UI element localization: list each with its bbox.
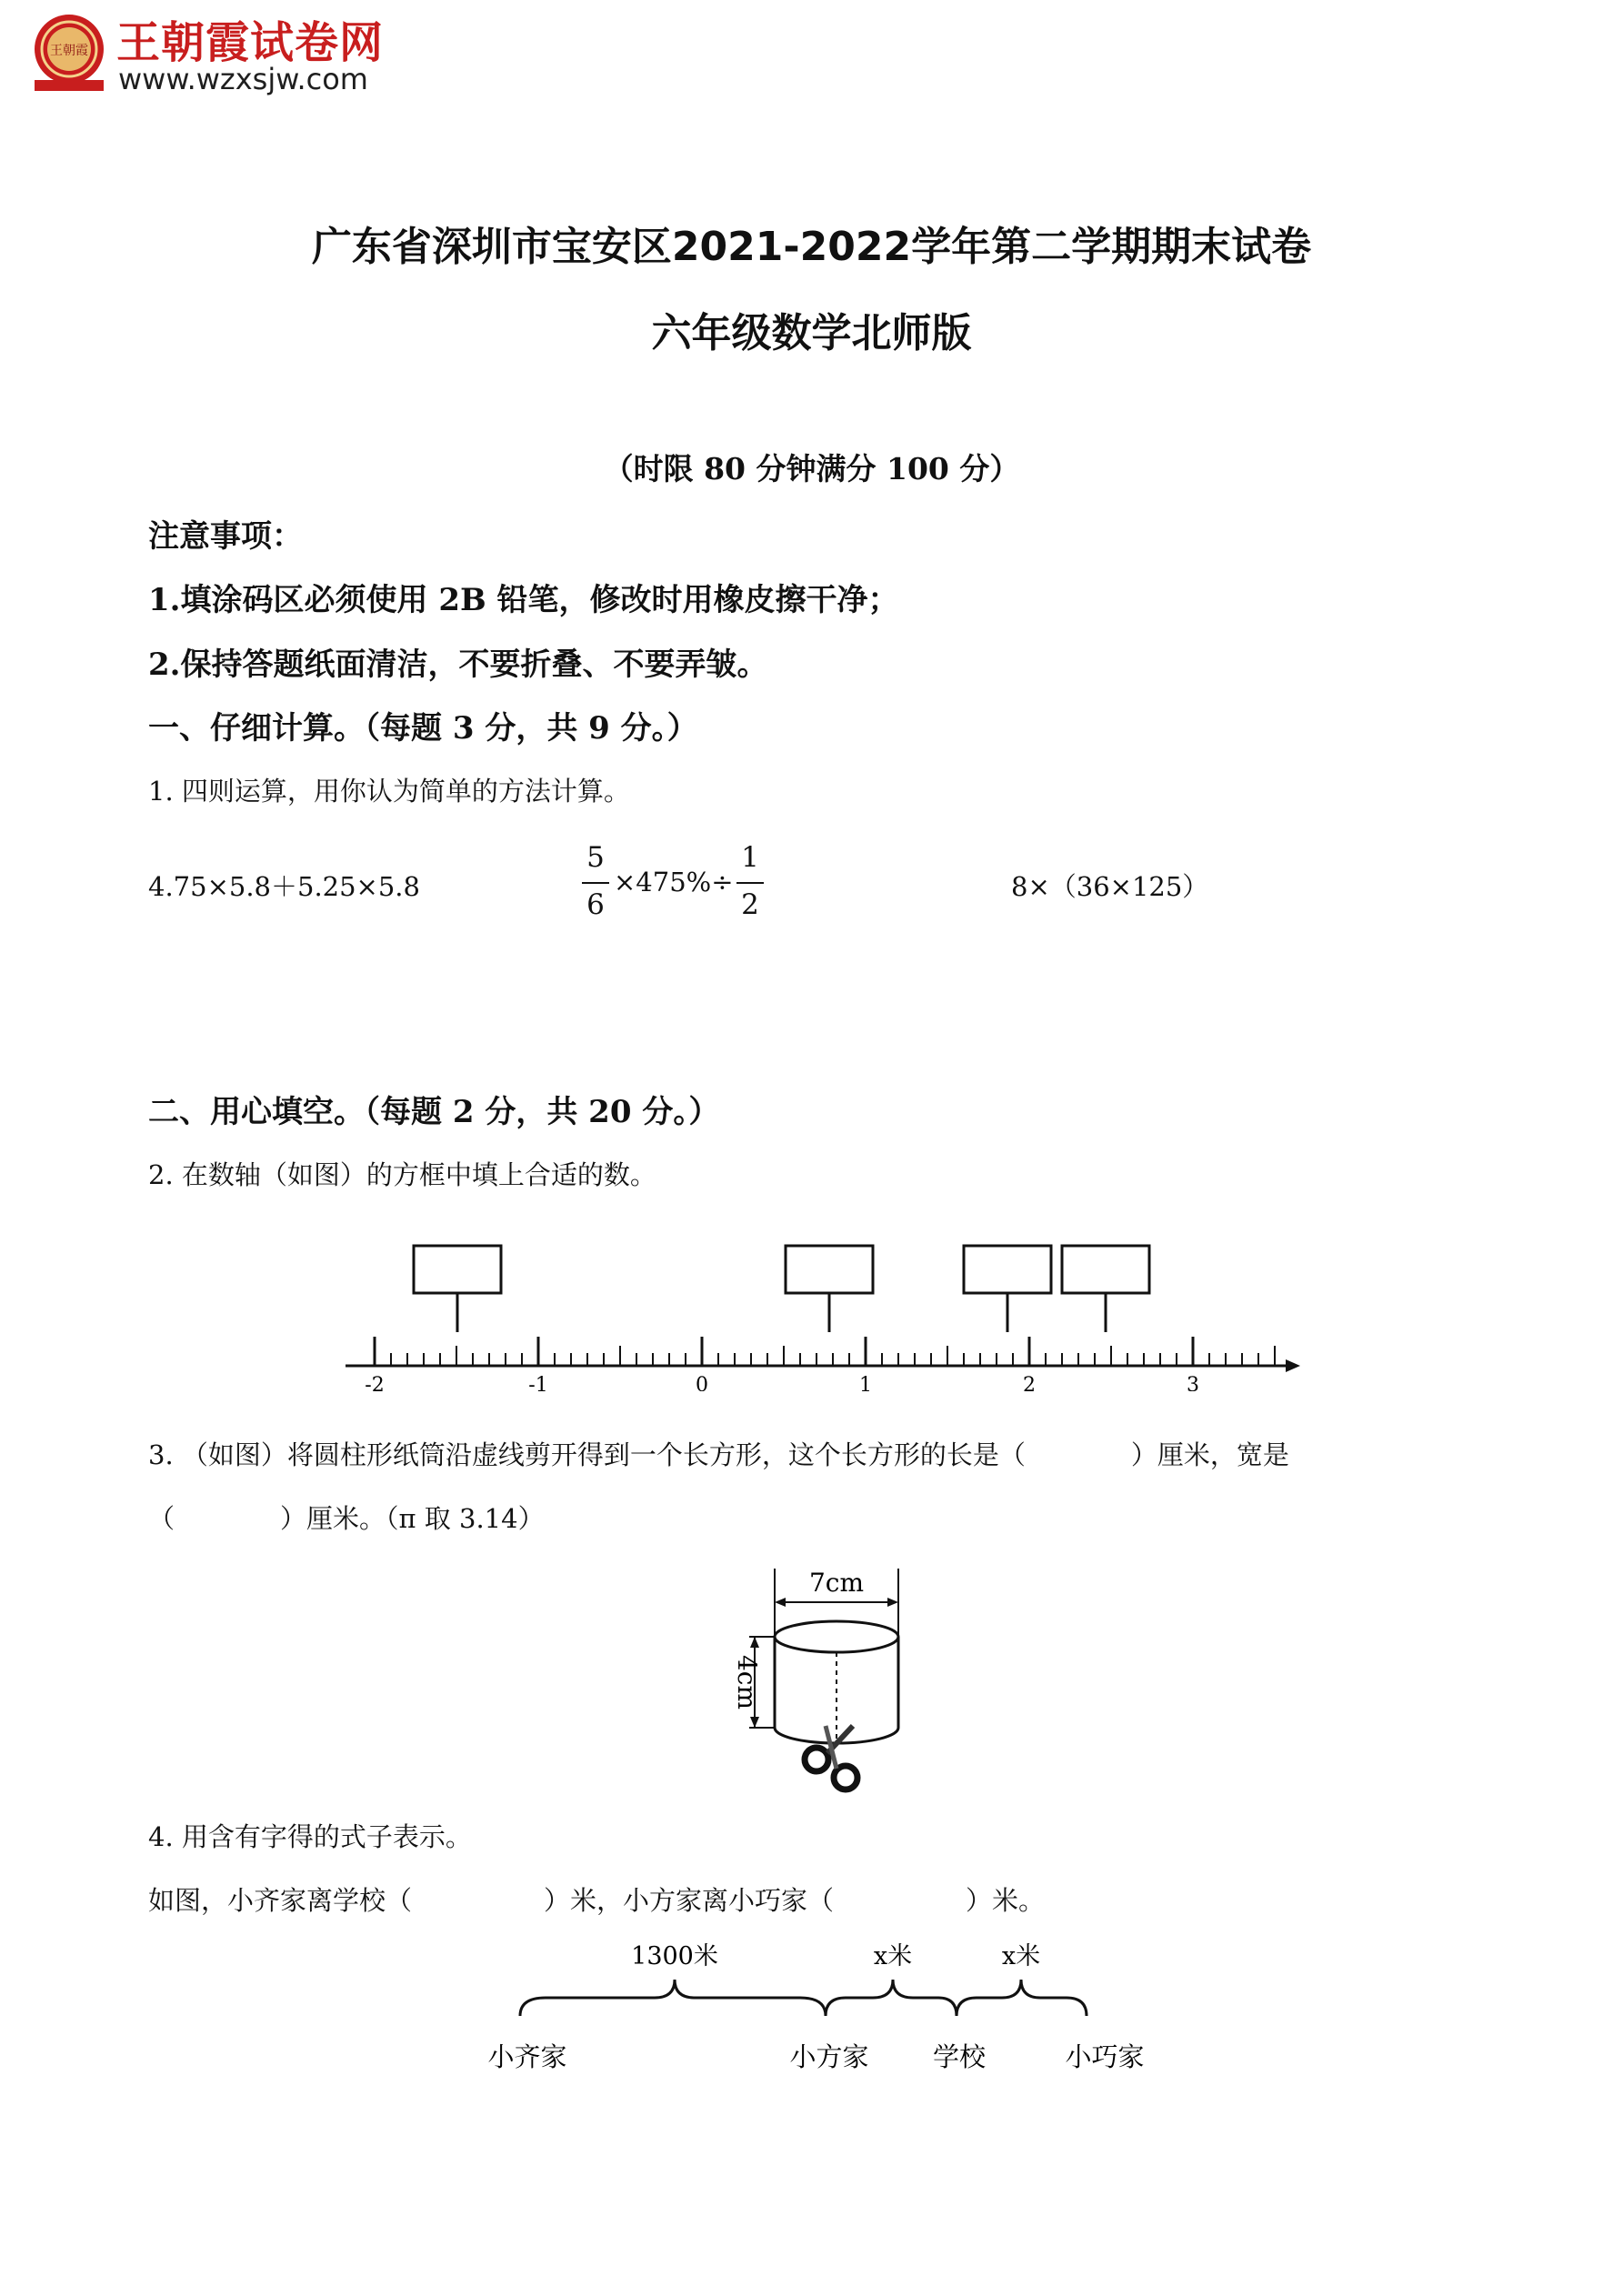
fraction-2-numerator: 1 bbox=[741, 841, 759, 874]
number-line-figure bbox=[336, 1237, 1309, 1391]
segment-2-label: x米 bbox=[873, 1942, 913, 1970]
section1-heading: 一、仔细计算。（每题 3 分，共 9 分。） bbox=[148, 710, 698, 747]
number-line-label: -1 bbox=[528, 1374, 548, 1391]
fraction-2-denominator: 2 bbox=[741, 888, 759, 921]
answer-box-3[interactable] bbox=[964, 1246, 1051, 1293]
brand-name: 王朝霞试卷网 bbox=[116, 17, 385, 68]
notes-item-2: 2.保持答题纸面清洁，不要折叠、不要弄皱。 bbox=[148, 647, 768, 683]
number-line-ticks bbox=[375, 1337, 1275, 1366]
number-line-label: 1 bbox=[859, 1374, 872, 1391]
answer-box-4[interactable] bbox=[1062, 1246, 1149, 1293]
place-label: 小巧家 bbox=[1065, 2041, 1145, 2072]
segment-3-label: x米 bbox=[1001, 1942, 1041, 1970]
answer-box-2[interactable] bbox=[786, 1246, 873, 1293]
place-label: 学校 bbox=[932, 2041, 987, 2072]
question-3-line-2: （ ）厘米。（π 取 3.14） bbox=[148, 1503, 545, 1534]
cylinder-figure bbox=[709, 1564, 918, 1800]
time-limit: （时限 80 分钟满分 100 分） bbox=[603, 451, 1020, 486]
brand-url: www.wzxsjw.com bbox=[118, 62, 368, 96]
expression-2-middle: ×475%÷ bbox=[614, 867, 734, 897]
answer-box-1[interactable] bbox=[414, 1246, 501, 1293]
question-1-text: 1. 四则运算，用你认为简单的方法计算。 bbox=[148, 776, 630, 807]
distance-diagram bbox=[473, 1932, 1164, 2082]
notes-item-1: 1.填涂码区必须使用 2B 铅笔，修改时用橡皮擦干净； bbox=[148, 582, 899, 618]
question-2-text: 2. 在数轴（如图）的方框中填上合适的数。 bbox=[148, 1159, 656, 1190]
brace-segment-2 bbox=[826, 1980, 957, 2016]
place-label: 小齐家 bbox=[487, 2041, 567, 2072]
cylinder-diameter-label: 7cm bbox=[808, 1568, 865, 1598]
section2-heading: 二、用心填空。（每题 2 分，共 20 分。） bbox=[148, 1094, 720, 1130]
brace-segment-3 bbox=[957, 1980, 1087, 2016]
brand-logo-icon bbox=[27, 11, 111, 95]
number-line-arrow bbox=[1286, 1359, 1300, 1372]
scissors-icon bbox=[805, 1726, 857, 1790]
segment-1-label: 1300米 bbox=[631, 1942, 718, 1970]
expression-1: 4.75×5.8＋5.25×5.8 bbox=[148, 871, 420, 902]
cylinder-height-label: 4cm bbox=[732, 1654, 762, 1710]
number-line-label: 3 bbox=[1187, 1374, 1199, 1391]
question-4-text: 4. 用含有字得的式子表示。 bbox=[148, 1821, 472, 1852]
logo-text: 王朝霞 bbox=[50, 44, 88, 58]
exam-title: 广东省深圳市宝安区2021-2022学年第二学期期末试卷 bbox=[311, 224, 1312, 270]
notes-heading: 注意事项： bbox=[148, 518, 303, 555]
fraction-1-bar bbox=[582, 882, 609, 884]
question-4-line: 如图，小齐家离学校（ ）米，小方家离小巧家（ ）米。 bbox=[148, 1885, 1046, 1916]
brace-segment-1 bbox=[520, 1980, 826, 2016]
number-line-label: 2 bbox=[1023, 1374, 1036, 1391]
expression-3: 8×（36×125） bbox=[1011, 871, 1209, 902]
place-label: 小方家 bbox=[789, 2041, 869, 2072]
fraction-2-bar bbox=[736, 882, 764, 884]
question-3-line-1: 3. （如图）将圆柱形纸筒沿虚线剪开得到一个长方形，这个长方形的长是（ ）厘米，宽是 bbox=[148, 1439, 1289, 1470]
number-line-label: 0 bbox=[696, 1374, 708, 1391]
fraction-1-numerator: 5 bbox=[586, 841, 605, 874]
exam-subtitle: 六年级数学北师版 bbox=[651, 310, 972, 356]
number-line-label: -2 bbox=[365, 1374, 385, 1391]
fraction-1-denominator: 6 bbox=[586, 888, 605, 921]
